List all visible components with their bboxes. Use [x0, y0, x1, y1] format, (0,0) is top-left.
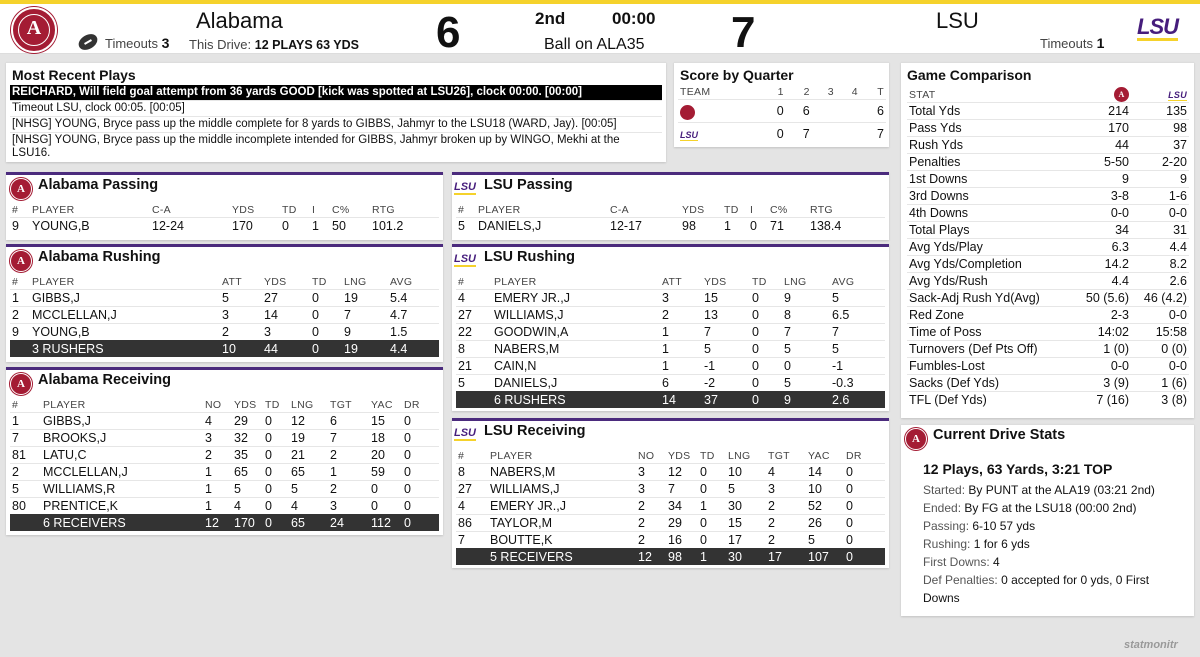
table-row: 27 WILLIAMS,J 2 13 0 8 6.5: [456, 306, 885, 323]
comparison-row: Turnovers (Def Pts Off) 1 (0) 0 (0): [909, 342, 1187, 356]
alabama-receiving-table: # PLAYER NO YDS TD LNG TGT YAC DR 1 GIBBS,J 4 29 0 12 6 15 0 7 BROOKS,J 3 32 0 19 7 18 0 81 LATU,C 2 35 0 21 2 20 0 2 MCCLELLAN,J 1 65 0 65 1 59 0 5 WILLIAMS,R 1 5 0 5 2 0 0 80 PRENTICE,K 1 4 0 4 3 0 0 6 RECEIVERS 12 170 0 65 24 112 0: [10, 398, 439, 531]
alabama-logo-icon: A: [1114, 87, 1129, 102]
home-timeouts: Timeouts 3: [105, 35, 170, 51]
panel-title: LSU Receiving: [484, 423, 586, 439]
recent-plays-panel: [6, 62, 666, 162]
alabama-rushing-table: # PLAYER ATT YDS TD LNG AVG 1 GIBBS,J 5 27 0 19 5.4 2 MCCLELLAN,J 3 14 0 7 4.7 9 YOUNG,B 2 3 0 9 1.5 3 RUSHERS 10 44 0 19 4.4: [10, 275, 439, 357]
comparison-row: Sacks (Def Yds) 3 (9) 1 (6): [909, 376, 1187, 390]
alabama-passing-panel: [6, 172, 443, 240]
panel-title: Alabama Rushing: [38, 249, 161, 265]
recent-plays-title: Most Recent Plays: [12, 67, 136, 83]
lsu-receiving-table: # PLAYER NO YDS TD LNG TGT YAC DR 8 NABERS,M 3 12 0 10 4 14 0 27 WILLIAMS,J 3 7 0 5 3 10 0 4 EMERY JR.,J 2 34 1 30 2 52 0 86 TAYLOR,M 2 29 0 15 2 26 0 7 BOUTTE,K 2 16 0 17 2 5 0 5 RECEIVERS 12 98 1 30 17 107 0: [456, 449, 885, 565]
comparison-row: Red Zone 2-3 0-0: [909, 308, 1187, 322]
alabama-rushing-panel: [6, 244, 443, 362]
lsu-rushing-panel: [452, 244, 889, 411]
table-row: 9 YOUNG,B 2 3 0 9 1.5: [10, 323, 439, 340]
drive-rushing: Rushing: 1 for 6 yds: [923, 537, 1030, 551]
score-by-quarter-title: Score by Quarter: [680, 67, 794, 83]
comparison-row: TFL (Def Yds) 7 (16) 3 (8): [909, 393, 1187, 408]
drive-ended: Ended: By FG at the LSU18 (00:00 2nd): [923, 501, 1137, 515]
total-row: 5 RECEIVERS 12 98 1 30 17 107 0: [456, 548, 885, 565]
comparison-row: Total Plays 34 31: [909, 223, 1187, 237]
comparison-row: Fumbles-Lost 0-0 0-0: [909, 359, 1187, 373]
scoreboard-header: [0, 0, 1200, 57]
table-row: LSU 0 7 7: [678, 122, 886, 145]
play-item: Timeout LSU, clock 00:05. [00:05]: [10, 100, 662, 116]
lsu-logo-icon: LSU: [454, 427, 476, 439]
game-comparison-panel: [901, 62, 1194, 418]
lsu-passing-table: # PLAYER C-A YDS TD I C% RTG 5 DANIELS,J 12-17 98 1 0 71 138.4: [456, 203, 885, 234]
home-team-name: Alabama: [196, 8, 283, 33]
table-row: 8 NABERS,M 1 5 0 5 5: [456, 340, 885, 357]
drive-first-downs: First Downs: 4: [923, 555, 1000, 569]
panel-title: Alabama Receiving: [38, 372, 171, 388]
away-team-name: LSU: [936, 8, 979, 33]
total-row: 6 RUSHERS 14 37 0 9 2.6: [456, 391, 885, 408]
alabama-logo-icon: A: [10, 373, 32, 395]
game-comparison-title: Game Comparison: [907, 67, 1032, 83]
alabama-receiving-panel: [6, 367, 443, 535]
this-drive: This Drive: 12 PLAYS 63 YDS: [189, 37, 359, 52]
lsu-rushing-table: # PLAYER ATT YDS TD LNG AVG 4 EMERY JR.,J 3 15 0 9 5 27 WILLIAMS,J 2 13 0 8 6.5 22 GOODWIN,A 1 7 0 7 7 8 NABERS,M 1 5 0 5 5 21 CAIN,N 1 -1 0 0 -1 5 DANIELS,J 6 -2 0 5 -0.3 6 RUSHERS 14 37 0 9 2.6: [456, 275, 885, 408]
comparison-row: Avg Yds/Play 6.3 4.4: [909, 240, 1187, 254]
alabama-logo-icon: A: [10, 178, 32, 200]
drive-summary: 12 Plays, 63 Yards, 3:21 TOP: [923, 461, 1113, 477]
score-by-quarter-panel: [674, 62, 889, 147]
table-row: 5 WILLIAMS,R 1 5 0 5 2 0 0: [10, 480, 439, 497]
comparison-row: 3rd Downs 3-8 1-6: [909, 189, 1187, 203]
table-row: 4 EMERY JR.,J 3 15 0 9 5: [456, 289, 885, 306]
table-row: 1 GIBBS,J 5 27 0 19 5.4: [10, 289, 439, 306]
away-score: 7: [731, 8, 756, 57]
table-row: 80 PRENTICE,K 1 4 0 4 3 0 0: [10, 497, 439, 514]
panel-title: Alabama Passing: [38, 177, 159, 193]
comparison-row: Pass Yds 170 98: [909, 121, 1187, 135]
comparison-row: Time of Poss 14:02 15:58: [909, 325, 1187, 339]
table-row: 81 LATU,C 2 35 0 21 2 20 0: [10, 446, 439, 463]
alabama-passing-table: # PLAYER C-A YDS TD I C% RTG 9 YOUNG,B 12-24 170 0 1 50 101.2: [10, 203, 439, 234]
lsu-receiving-panel: [452, 418, 889, 568]
play-item: [NHSG] YOUNG, Bryce pass up the middle incomplete intended for GIBBS, Jahmyr broken up by WINGO, Mekhi at the LSU16.: [10, 132, 662, 161]
table-row: 86 TAYLOR,M 2 29 0 15 2 26 0: [456, 514, 885, 531]
score-by-quarter-table: TEAM 1 2 3 4 T 0 6 6 LSU 0 7 7: [678, 85, 886, 145]
possession-football-icon: [76, 31, 100, 53]
alabama-logo-icon: A: [905, 428, 927, 450]
total-row: 6 RECEIVERS 12 170 0 65 24 112 0: [10, 514, 439, 531]
lsu-logo-icon: LSU: [680, 129, 698, 140]
current-drive-panel: [901, 424, 1194, 616]
panel-title: Current Drive Stats: [933, 427, 1066, 443]
total-row: 3 RUSHERS 10 44 0 19 4.4: [10, 340, 439, 357]
lsu-logo-icon: LSU: [454, 181, 476, 193]
comparison-row: 1st Downs 9 9: [909, 172, 1187, 186]
ball-on: Ball on ALA35: [544, 36, 645, 53]
table-row: 1 GIBBS,J 4 29 0 12 6 15 0: [10, 412, 439, 429]
alabama-logo-icon: A: [10, 250, 32, 272]
home-score: 6: [436, 8, 461, 57]
comparison-row: Avg Yds/Completion 14.2 8.2: [909, 257, 1187, 271]
comparison-row: Penalties 5-50 2-20: [909, 155, 1187, 169]
comparison-row: Total Yds 214 135: [909, 104, 1187, 118]
statmonitr-logo: statmonitr: [1124, 639, 1178, 651]
lsu-logo-icon: LSU: [454, 253, 476, 265]
lsu-logo-icon: LSU: [1168, 89, 1187, 100]
table-row: 7 BROOKS,J 3 32 0 19 7 18 0: [10, 429, 439, 446]
comparison-row: Sack-Adj Rush Yd(Avg) 50 (5.6) 46 (4.2): [909, 291, 1187, 305]
table-row: 9 YOUNG,B 12-24 170 0 1 50 101.2: [10, 217, 439, 234]
lsu-logo: LSU: [1137, 14, 1178, 39]
comparison-table: STAT A LSU Total Yds 214 135 Pass Yds 170 98 Rush Yds 44 37 Penalties 5-50 2-20 1st Downs 9 9 3rd Downs 3-8 1-6 4th Downs 0-0 0-0 Total Plays 34 31 Avg Yds/Play 6.3 4.4 Avg Yds/Completion 14.2 8.2 Avg Yds/Rush 4.4 2.6 Sack-Adj Rush Yd(Avg) 50 (5.6) 46 (4.2) Red Zone 2-3 0-0 Time of Poss 14:02 15:58 Turnovers (Def Pts Off) 1 (0) 0 (0) Fumbles-Lost 0-0 0-0 Sacks (Def Yds) 3 (9) 1 (6) TFL (Def Yds) 7 (16) 3 (8): [909, 88, 1187, 408]
table-row: 0 6 6: [678, 99, 886, 122]
comparison-row: Avg Yds/Rush 4.4 2.6: [909, 274, 1187, 288]
table-row: 8 NABERS,M 3 12 0 10 4 14 0: [456, 463, 885, 480]
table-row: 2 MCCLELLAN,J 3 14 0 7 4.7: [10, 306, 439, 323]
table-row: 21 CAIN,N 1 -1 0 0 -1: [456, 357, 885, 374]
table-row: 7 BOUTTE,K 2 16 0 17 2 5 0: [456, 531, 885, 548]
table-row: 2 MCCLELLAN,J 1 65 0 65 1 59 0: [10, 463, 439, 480]
panel-title: LSU Passing: [484, 177, 573, 193]
table-row: 27 WILLIAMS,J 3 7 0 5 3 10 0: [456, 480, 885, 497]
game-clock: 00:00: [612, 9, 656, 28]
table-row: 5 DANIELS,J 6 -2 0 5 -0.3: [456, 374, 885, 391]
table-row: 22 GOODWIN,A 1 7 0 7 7: [456, 323, 885, 340]
away-timeouts: Timeouts 1: [1040, 35, 1105, 51]
table-row: 5 DANIELS,J 12-17 98 1 0 71 138.4: [456, 217, 885, 234]
panel-title: LSU Rushing: [484, 249, 576, 265]
period: 2nd: [535, 9, 566, 28]
table-row: 4 EMERY JR.,J 2 34 1 30 2 52 0: [456, 497, 885, 514]
drive-started: Started: By PUNT at the ALA19 (03:21 2nd): [923, 483, 1155, 497]
drive-def-penalties: Def Penalties: 0 accepted for 0 yds, 0 First Downs: [923, 573, 1150, 605]
drive-passing: Passing: 6-10 57 yds: [923, 519, 1036, 533]
lsu-passing-panel: [452, 172, 889, 240]
play-item: [NHSG] YOUNG, Bryce pass up the middle complete for 8 yards to GIBBS, Jahmyr to the LSU18 (WARD, Jay). [00:05]: [10, 116, 662, 132]
play-item: REICHARD, Will field goal attempt from 36 yards GOOD [kick was spotted at LSU26], clock 00:00. [00:00]: [10, 85, 662, 100]
comparison-row: 4th Downs 0-0 0-0: [909, 206, 1187, 220]
alabama-logo-icon: [680, 105, 695, 120]
alabama-logo: A: [11, 7, 57, 53]
comparison-row: Rush Yds 44 37: [909, 138, 1187, 152]
